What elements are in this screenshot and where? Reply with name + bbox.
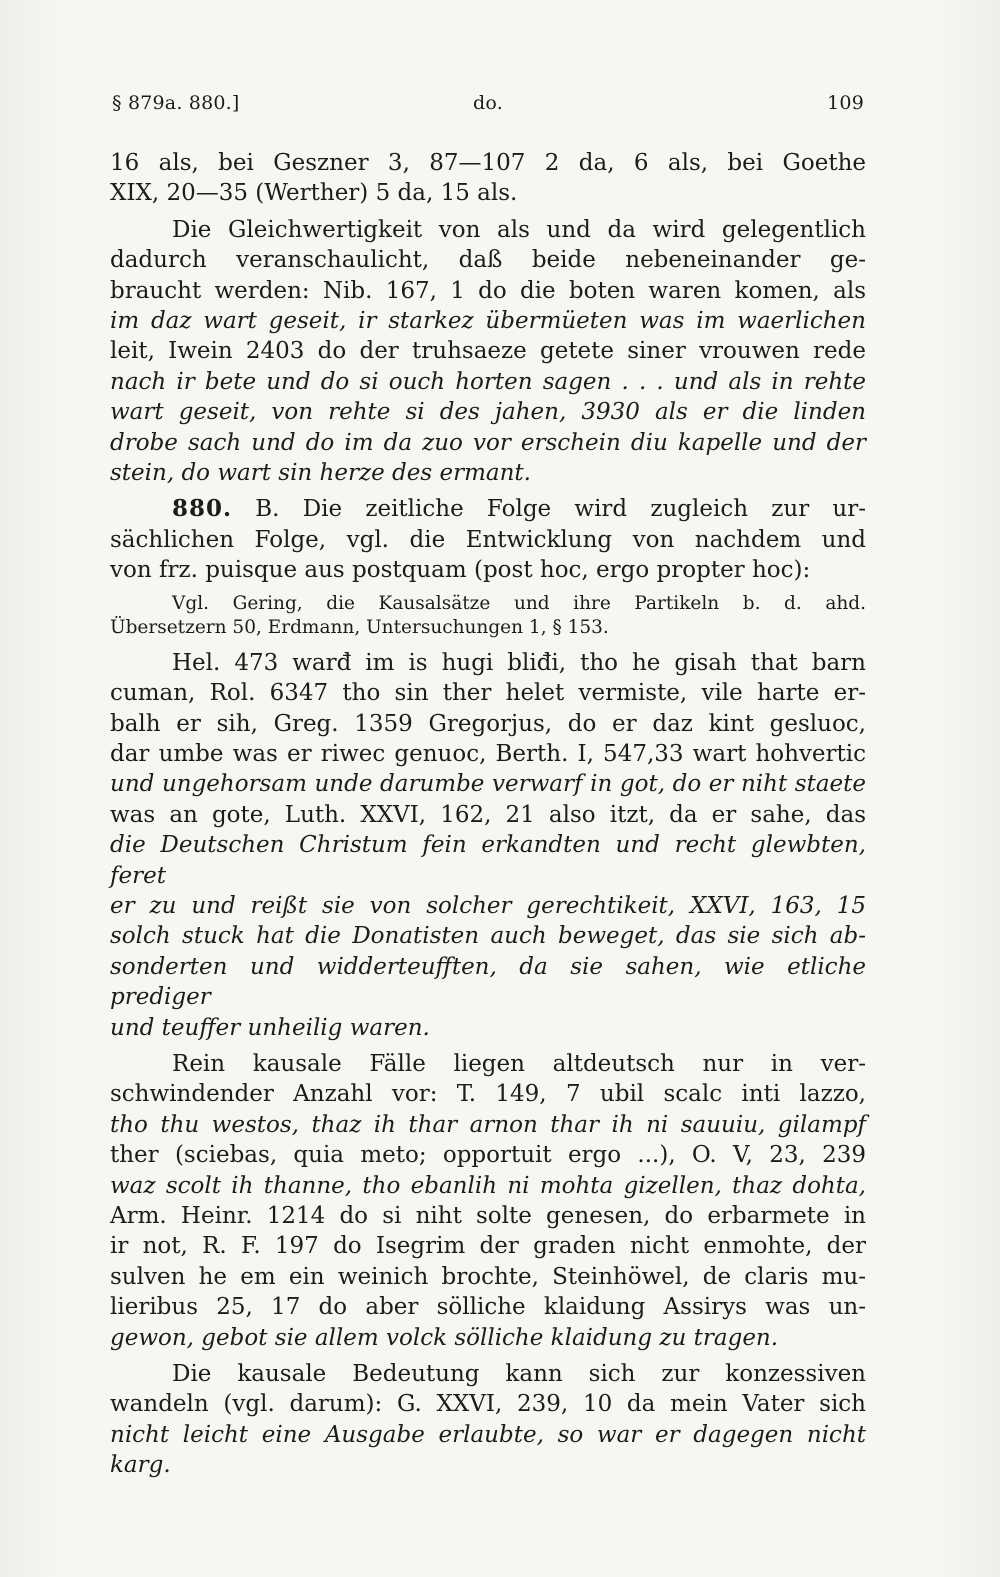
text-line: sonderten und widderteufften, da sie sahen, wie etliche prediger xyxy=(110,953,866,1011)
text-line: von frz. puisque aus postquam (post hoc, ergo propter hoc): xyxy=(110,557,811,584)
text-line: die Deutschen Christum fein erkandten und recht glewbten, feret xyxy=(110,832,866,889)
text-line: gewon, gebot sie allem volck sölliche klaidung zu tragen. xyxy=(110,1324,779,1351)
text-line: sulven he em ein weinich brochte, Steinhöwel, de claris mu- xyxy=(110,1263,866,1290)
header-section-ref: § 879a. 880.] xyxy=(112,92,240,114)
footnote-reference xyxy=(110,592,866,640)
paragraph-concessive xyxy=(110,1359,866,1481)
text-line: drobe sach und do im da zuo vor erschein diu kapelle und der xyxy=(110,429,866,456)
text-line: im daz wart geseit, ir starkez übermüeten was im waerlichen xyxy=(110,308,866,335)
section-880 xyxy=(110,494,866,585)
paragraph-causal xyxy=(110,1049,866,1353)
text-line: nicht leicht eine Ausgabe erlaubte, so war er dagegen nicht karg. xyxy=(110,1421,866,1479)
paragraph-2 xyxy=(110,215,866,489)
text-line: dadurch veranschaulicht, daß beide nebeneinander ge- xyxy=(110,247,866,274)
section-number: 880. xyxy=(172,495,233,523)
text-line: nach ir bete und do si ouch horten sagen . . . und als in rehte xyxy=(110,368,866,395)
text-line: waz scolt ih thanne, tho ebanlih ni mohta gizellen, thaz dohta, xyxy=(110,1172,866,1199)
text-line: Rein kausale Fälle liegen altdeutsch nur in ver- xyxy=(172,1050,866,1077)
text-line: schwindender Anzahl vor: T. 149, 7 ubil scalc inti lazzo, xyxy=(110,1081,866,1108)
text-line: Vgl. Gering, die Kausalsätze und ihre Partikeln b. d. ahd. xyxy=(172,592,866,614)
text-line: tho thu westos, thaz ih thar arnon thar ih ni sauuiu, gilampf xyxy=(110,1111,866,1138)
text-line: 16 als, bei Geszner 3, 87—107 2 da, 6 als, bei Goethe xyxy=(110,150,866,176)
text-line: solch stuck hat die Donatisten auch beweget, das sie sich ab- xyxy=(110,923,866,950)
text-line: was an gote, Luth. XXVI, 162, 21 also itzt, da er sahe, das xyxy=(110,801,866,828)
header-center: do. xyxy=(473,92,503,114)
text-line: sächlichen Folge, vgl. die Entwicklung von nachdem und xyxy=(110,526,866,553)
text-line: stein, do wart sin herze des ermant. xyxy=(110,460,531,487)
text-line: und ungehorsam unde darumbe verwarf in got, do er niht staete xyxy=(110,771,866,798)
paragraph-1 xyxy=(110,148,866,209)
text-line: leit, Iwein 2403 do der truhsaeze getete siner vrouwen rede xyxy=(110,338,866,365)
running-header xyxy=(112,92,864,120)
text-line: Die Gleichwertigkeit von als und da wird gelegentlich xyxy=(172,216,866,243)
text-line: balh er sih, Greg. 1359 Gregorjus, do er daz kint gesluoc, xyxy=(110,710,866,737)
page-body xyxy=(110,148,866,1487)
text-line: er zu und reißt sie von solcher gerechtikeit, XXVI, 163, 15 xyxy=(110,892,866,919)
text-line: ther (sciebas, quia meto; opportuit ergo ...), O. V, 23, 239 xyxy=(110,1142,866,1169)
text-line: wandeln (vgl. darum): G. XXVI, 239, 10 da mein Vater sich xyxy=(110,1391,866,1418)
paragraph-examples xyxy=(110,648,866,1043)
text-line: lieribus 25, 17 do aber sölliche klaidung Assirys was un- xyxy=(110,1294,866,1321)
text-line xyxy=(110,494,866,524)
text-line: Die kausale Bedeutung kann sich zur konzessiven xyxy=(172,1361,866,1388)
text-line: und teuffer unheilig waren. xyxy=(110,1014,430,1041)
text-line: Hel. 473 warđ im is hugi bliđi, tho he gisah that barn xyxy=(172,649,866,676)
text-line: dar umbe was er riwec genuoc, Berth. I, 547,33 wart hohvertic xyxy=(110,740,866,767)
text-line: braucht werden: Nib. 167, 1 do die boten waren komen, als xyxy=(110,277,866,304)
text-line: ir not, R. F. 197 do Isegrim der graden nicht enmohte, der xyxy=(110,1233,866,1260)
text-line: Übersetzern 50, Erdmann, Untersuchungen 1, § 153. xyxy=(110,616,609,638)
text-line: Arm. Heinr. 1214 do si niht solte genesen, do erbarmete in xyxy=(110,1203,866,1229)
page-number: 109 xyxy=(827,92,864,114)
text-line: cuman, Rol. 6347 tho sin ther helet vermiste, vile harte er- xyxy=(110,680,866,707)
section-880-first-line: B. Die zeitliche Folge wird zugleich zur ur- xyxy=(255,496,866,523)
text-line: wart geseit, von rehte si des jahen, 3930 als er die linden xyxy=(110,399,866,426)
text-line: XIX, 20—35 (Werther) 5 da, 15 als. xyxy=(110,180,518,207)
